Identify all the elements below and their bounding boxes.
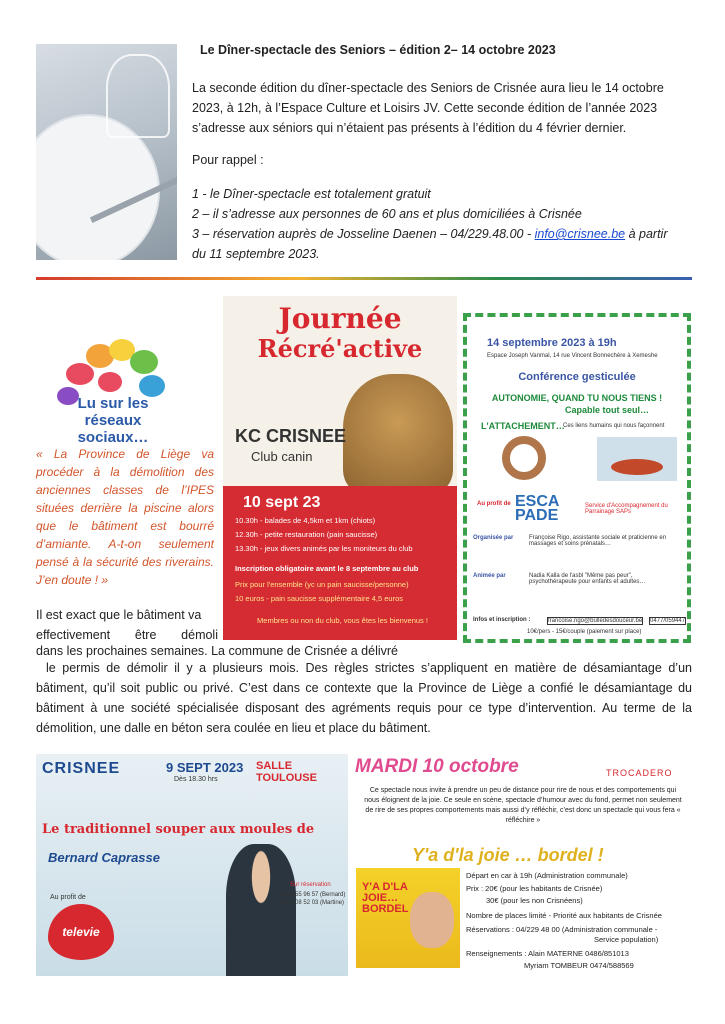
body-line-1: Il est exact que le bâtiment va xyxy=(36,608,202,622)
rappel-list: 1 - le Dîner-spectacle est totalement gratuit 2 – il s’adresse aux personnes de 60 ans et plus domiciliées à Crisnée 3 – réservation auprès de Josseline Daenen – 04/229.48.00 - info@crisnee.be à partir du 11 septembre 2023. xyxy=(192,187,668,261)
dog-image xyxy=(343,374,453,494)
article-title: Le Dîner-spectacle des Seniors – édition 2– 14 octobre 2023 xyxy=(200,43,556,57)
places-info: Nombre de places limité - Priorité aux habitants de Crisnée xyxy=(466,911,662,920)
article-intro: La seconde édition du dîner-spectacle des Seniors de Crisnée aura lieu le 14 octobre 2023, à 12h, à l’Espace Culture et Loisirs JV. Cette seconde édition de l’année 2023 s’adresse aux séniors qui n’étaient pas présents à l’édition du 4 février dernier. xyxy=(192,81,664,135)
price-info-1: Prix : 20€ (pour les habitants de Crisnée) xyxy=(466,884,603,893)
show-title: Y'a d'la joie … bordel ! xyxy=(412,845,604,865)
body-paragraph: le permis de démolir il y a plusieurs mois. Des règles strictes s’appliquent en matière de désamiantage d’un bâtiment, qu’il soit public ou privé. C’est dans ce contexte que la Province de Liège a confié le désamiantage du bâtiment à une société spécialisée disposant des agréments requis pour ce type d’intervention. Au terme de la démolition, une dalle en béton sera coulée en lieu et place du bâtiment. xyxy=(36,661,692,735)
price-info-2: 30€ (pour les non Crisnéens) xyxy=(486,896,583,905)
reservation-info-2: Service population) xyxy=(594,935,659,944)
moules-poster: CRISNEE 9 SEPT 2023 SALLE TOULOUSE Dès 18.30 hrs Le traditionnel souper aux moules de Bernard Caprasse Au profit de televie Sur réservation 0492 55 96 57 (Bernard) 0497 08 52 03 (Martine) xyxy=(36,754,348,976)
table-setting-photo xyxy=(36,44,177,260)
rappel-label: Pour rappel : xyxy=(192,153,264,167)
televie-logo: televie xyxy=(48,904,114,960)
depart-info: Départ en car à 19h (Administration communale) xyxy=(466,871,628,880)
mardi-description: Ce spectacle nous invite à prendre un peu de distance pour rire de nous et des comportements qui nous éloignent de la joie. Ce seule en scène, spectacle d’humour avec du fond, permet non seulement de rire de ses propres comportements mais aussi d’y réfléchir, c’est donc un spectacle qui vous fera « réfléchire » xyxy=(364,787,682,824)
email-link[interactable]: info@crisnee.be xyxy=(534,227,626,241)
mardi-title: MARDI 10 octobre xyxy=(355,756,519,777)
social-title: Lu sur les réseaux sociaux… xyxy=(77,395,149,446)
chef-photo xyxy=(226,844,296,976)
trocadero-logo: TROCADERO xyxy=(606,768,673,778)
section-divider xyxy=(36,277,692,280)
conference-poster: 14 septembre 2023 à 19h Espace Joseph Vanmal, 14 rue Vincent Bonnechère à Xemeshe Conférence gesticulée AUTONOMIE, QUAND TU NOUS TIENS ! Capable tout seul… L'ATTACHEMENT… Ces liens humains qui nous façonnent Au profit de ESCA PADE Service d'Accompagnement du Parrainage SAPs Organisée par Françoise Rigo, assistante sociale et praticienne en massages et soins prénatals… Animée par Nadia Kalla de l'asbl "Même pas peur", psychothérapeute pour enfants et adultes… Infos et inscription : francoise.rigo@bulledesdouceur.be 0477/059447 10€/pers - 15€/couple (paiement sur place) xyxy=(463,313,691,643)
contact-info-1: Renseignements : Alain MATERNE 0486/851013 xyxy=(466,949,629,958)
social-quote: « La Province de Liège va procéder à la démolition des anciennes classes de l’IPES situées derrière la piscine alors que le bâtiment est bourré d’amiante. A-t-on seulement pensé à la sécurité des riverains. J’en doute ! » xyxy=(36,447,214,587)
child-plane-image xyxy=(597,437,677,481)
hands-image xyxy=(489,435,559,481)
contact-info-2: Myriam TOMBEUR 0474/588569 xyxy=(524,961,634,970)
body-line-2: effectivement être démoli xyxy=(36,628,218,642)
body-line-3: dans les prochaines semaines. La commune de Crisnée a délivré xyxy=(36,644,398,658)
show-poster: Y'A D'LA JOIE… BORDEL xyxy=(356,868,460,968)
reservation-info: Réservations : 04/229 48 00 (Administration communale - xyxy=(466,925,658,934)
recreactive-poster: Journée Récré'active KC CRISNEE Club canin 10 sept 23 10.30h - balades de 4,5km et 1km (chiots) 12.30h - petite restauration (pain saucisse) 13.30h - jeux divers animés par les moniteurs du club Inscription obligatoire avant le 8 septembre au club Prix pour l'ensemble (yc un pain saucisse/personne) 10 euros - pain saucisse supplémentaire 4,5 euros Membres ou non du club, vous êtes les bienvenus ! xyxy=(223,296,457,640)
